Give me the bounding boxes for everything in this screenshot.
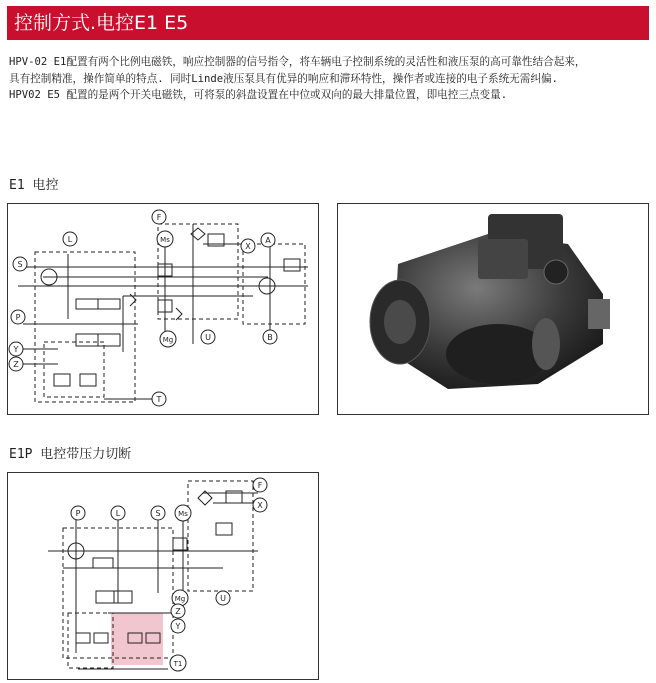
e1p-schematic-drawing — [8, 473, 318, 679]
e1-schematic-drawing — [8, 204, 318, 414]
port-label: T1 — [173, 660, 183, 668]
port-label: S — [17, 260, 23, 269]
intro-text — [9, 54, 653, 104]
port-label: Y — [13, 345, 19, 354]
port-label: Z — [175, 607, 181, 616]
port-label: T — [156, 395, 162, 404]
section-title-e1p: E1P 电控带压力切断 — [9, 447, 132, 462]
e1p-hydraulic-schematic — [7, 472, 319, 680]
port-label: S — [155, 509, 161, 518]
port-label: U — [220, 594, 226, 603]
intro-line: HPV02 E5 配置的是两个开关电磁铁，可将泵的斜盘设置在中位或双向的最大排量位置，即电控三点变量. — [9, 89, 508, 101]
port-label: L — [115, 509, 121, 518]
port-label: P — [15, 313, 21, 322]
port-label: F — [257, 481, 263, 490]
port-label: L — [67, 235, 73, 244]
port-label: Z — [13, 360, 19, 369]
pressure-cutoff-highlight — [111, 613, 163, 665]
port-label: Y — [175, 622, 181, 631]
port-label: Ms — [178, 510, 188, 518]
page-title: 控制方式.电控E1 E5 — [14, 12, 189, 34]
pump-illustration — [338, 204, 648, 414]
pump-photo — [337, 203, 649, 415]
port-label: X — [257, 501, 263, 510]
port-label: P — [75, 509, 81, 518]
port-label: Mg — [162, 336, 174, 344]
intro-line: 具有控制精准，操作简单的特点. 同时Linde液压泵具有优异的响应和滞环特性，操作者或连接的电子系统无需纠偏. — [9, 72, 558, 85]
port-label: A — [265, 236, 271, 245]
port-label: X — [245, 242, 251, 251]
port-label: Ms — [160, 236, 170, 244]
port-label: B — [267, 333, 273, 342]
port-label: Mg — [174, 595, 186, 603]
e1-hydraulic-schematic — [7, 203, 319, 415]
intro-line: HPV-02 E1配置有两个比例电磁铁，响应控制器的信号指令，将车辆电子控制系统的灵活性和液压泵的高可靠性结合起来， — [9, 56, 586, 68]
port-label: F — [156, 213, 162, 222]
section-title-e1: E1 电控 — [9, 178, 59, 193]
port-label: U — [205, 333, 211, 342]
title-bar — [7, 6, 649, 40]
